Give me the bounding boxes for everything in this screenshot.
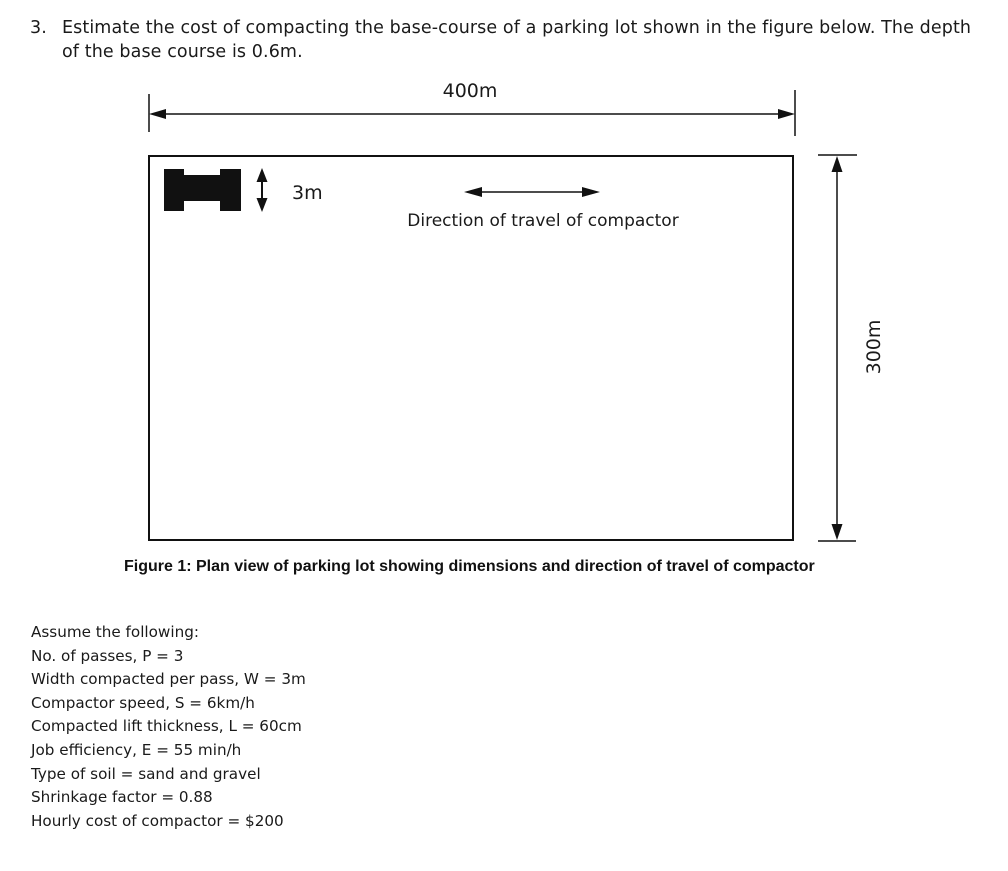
pass-width-label: 3m xyxy=(292,182,323,204)
assumption-item: Width compacted per pass, W = 3m xyxy=(31,670,306,689)
direction-arrow-icon xyxy=(464,187,600,197)
assumption-item: Hourly cost of compactor = $200 xyxy=(31,811,284,830)
height-dimension xyxy=(818,155,857,541)
assumption-item: Shrinkage factor = 0.88 xyxy=(31,788,213,807)
question-number: 3. xyxy=(30,18,47,38)
assumptions-heading: Assume the following: xyxy=(31,623,199,641)
direction-label: Direction of travel of compactor xyxy=(407,211,679,231)
assumption-item: Compactor speed, S = 6km/h xyxy=(31,693,255,712)
assumption-item: Compacted lift thickness, L = 60cm xyxy=(31,717,302,736)
assumption-item: Type of soil = sand and gravel xyxy=(31,764,261,783)
height-label: 300m xyxy=(863,319,885,375)
figure-caption: Figure 1: Plan view of parking lot showing dimensions and direction of travel of compactor xyxy=(124,558,815,575)
pass-width-arrow-icon xyxy=(257,168,268,212)
assumptions-list xyxy=(31,621,306,833)
assumption-item: No. of passes, P = 3 xyxy=(31,646,184,665)
compactor-icon xyxy=(164,169,241,211)
question-text: Estimate the cost of compacting the base-course of a parking lot shown in the figure below. The depth of the base course is 0.6m. xyxy=(62,18,972,62)
width-label: 400m xyxy=(442,80,498,102)
assumption-item: Job efficiency, E = 55 min/h xyxy=(31,740,242,759)
